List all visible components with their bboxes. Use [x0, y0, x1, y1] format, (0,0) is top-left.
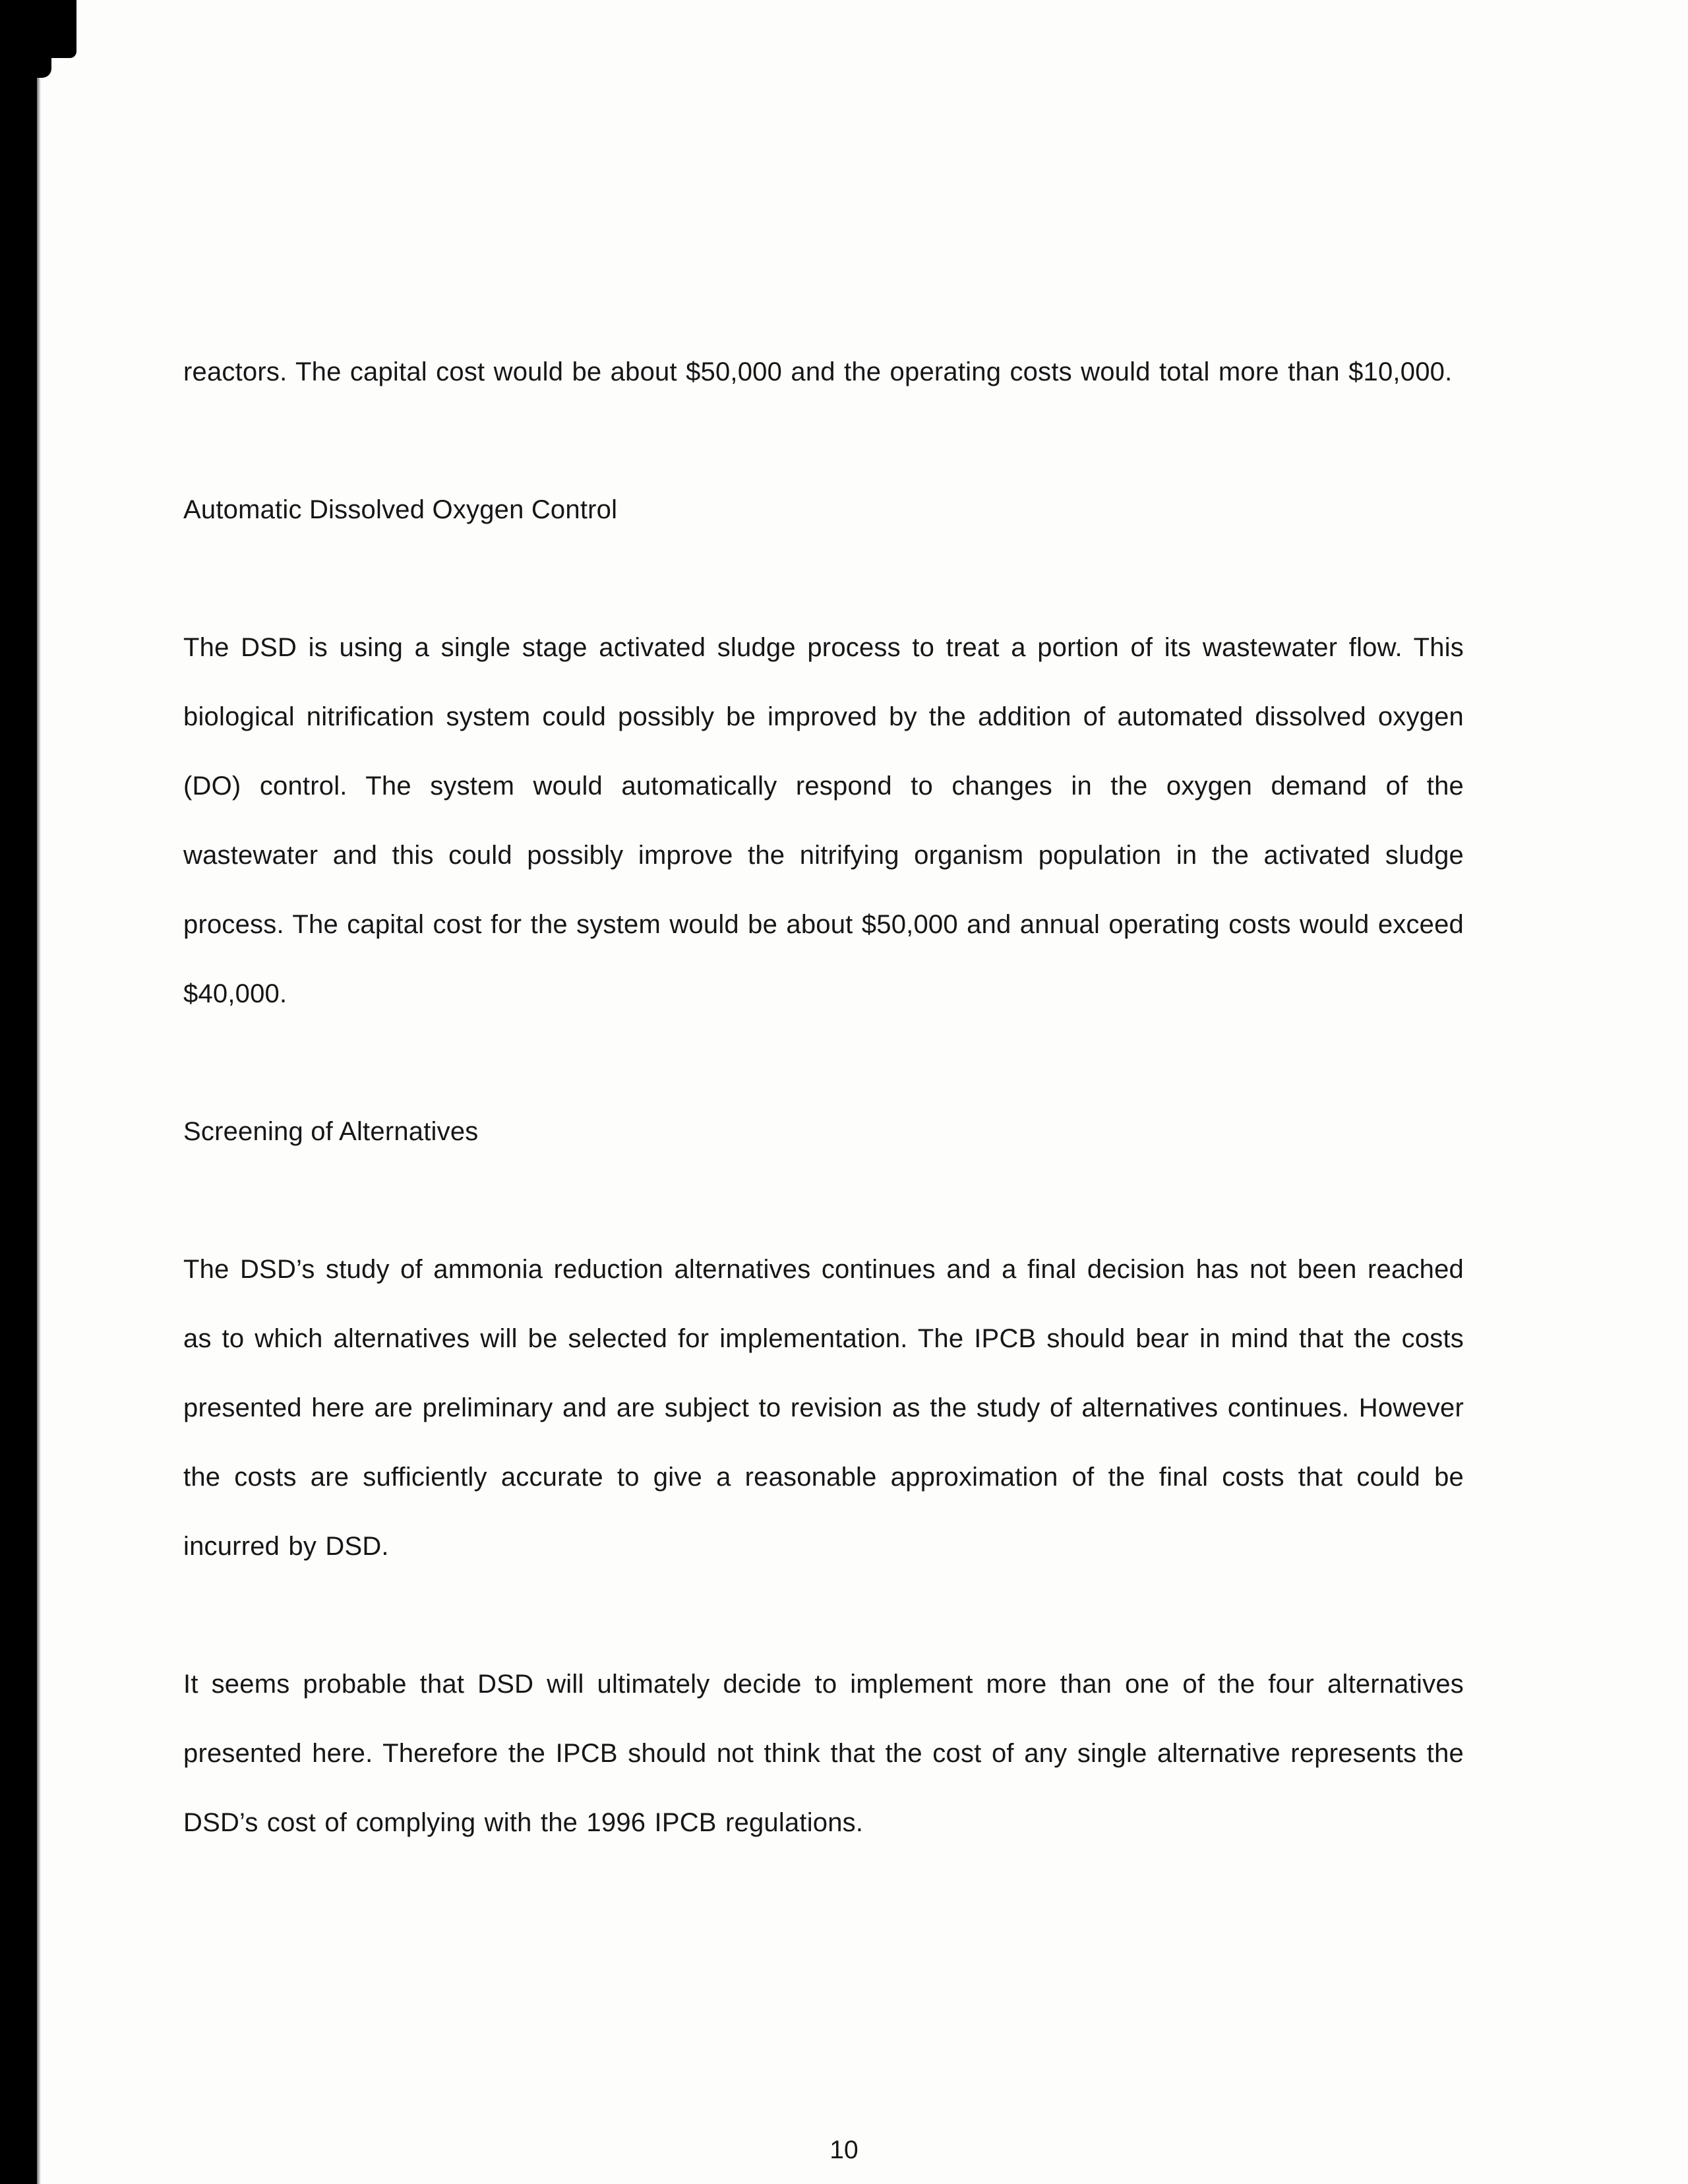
- section-heading-automatic-dissolved-oxygen-control: Automatic Dissolved Oxygen Control: [183, 495, 618, 524]
- paragraph-dissolved-oxygen-control: The DSD is using a single stage activated sludge process to treat a portion of its wastewater flow. This biological nitrification system could possibly be improved by the addition of automated dissolved oxygen (DO) control. The system would automatically respond to changes in the oxygen demand of the wastewater and this could possibly improve the nitrifying organism population in the activated sludge process. The capital cost for the system would be about $50,000 and annual operating costs would exceed $40,000.: [183, 633, 1464, 1008]
- scan-corner-artifact-secondary: [0, 58, 51, 78]
- paragraph-capital-cost: reactors. The capital cost would be about $50,000 and the operating costs would total more than $10,000.: [183, 357, 1453, 386]
- section-heading-screening-of-alternatives: Screening of Alternatives: [183, 1117, 479, 1146]
- page-content: [183, 338, 1464, 1926]
- paragraph-implementation-probability: It seems probable that DSD will ultimately decide to implement more than one of the four alternatives presented here. Therefore the IPCB should not think that the cost of any single alternative represents the DSD’s cost of complying with the 1996 IPCB regulations.: [183, 1670, 1464, 1837]
- scan-corner-artifact: [0, 0, 76, 58]
- page-number: 10: [829, 2136, 859, 2164]
- scan-border-left-artifact: [0, 0, 37, 2184]
- paragraph-screening-study: The DSD’s study of ammonia reduction alternatives continues and a final decision has not been reached as to which alternatives will be selected for implementation. The IPCB should bear in mind that the costs presented here are preliminary and are subject to revision as the study of alternatives continues. However the costs are sufficiently accurate to give a reasonable approximation of the final costs that could be incurred by DSD.: [183, 1255, 1464, 1561]
